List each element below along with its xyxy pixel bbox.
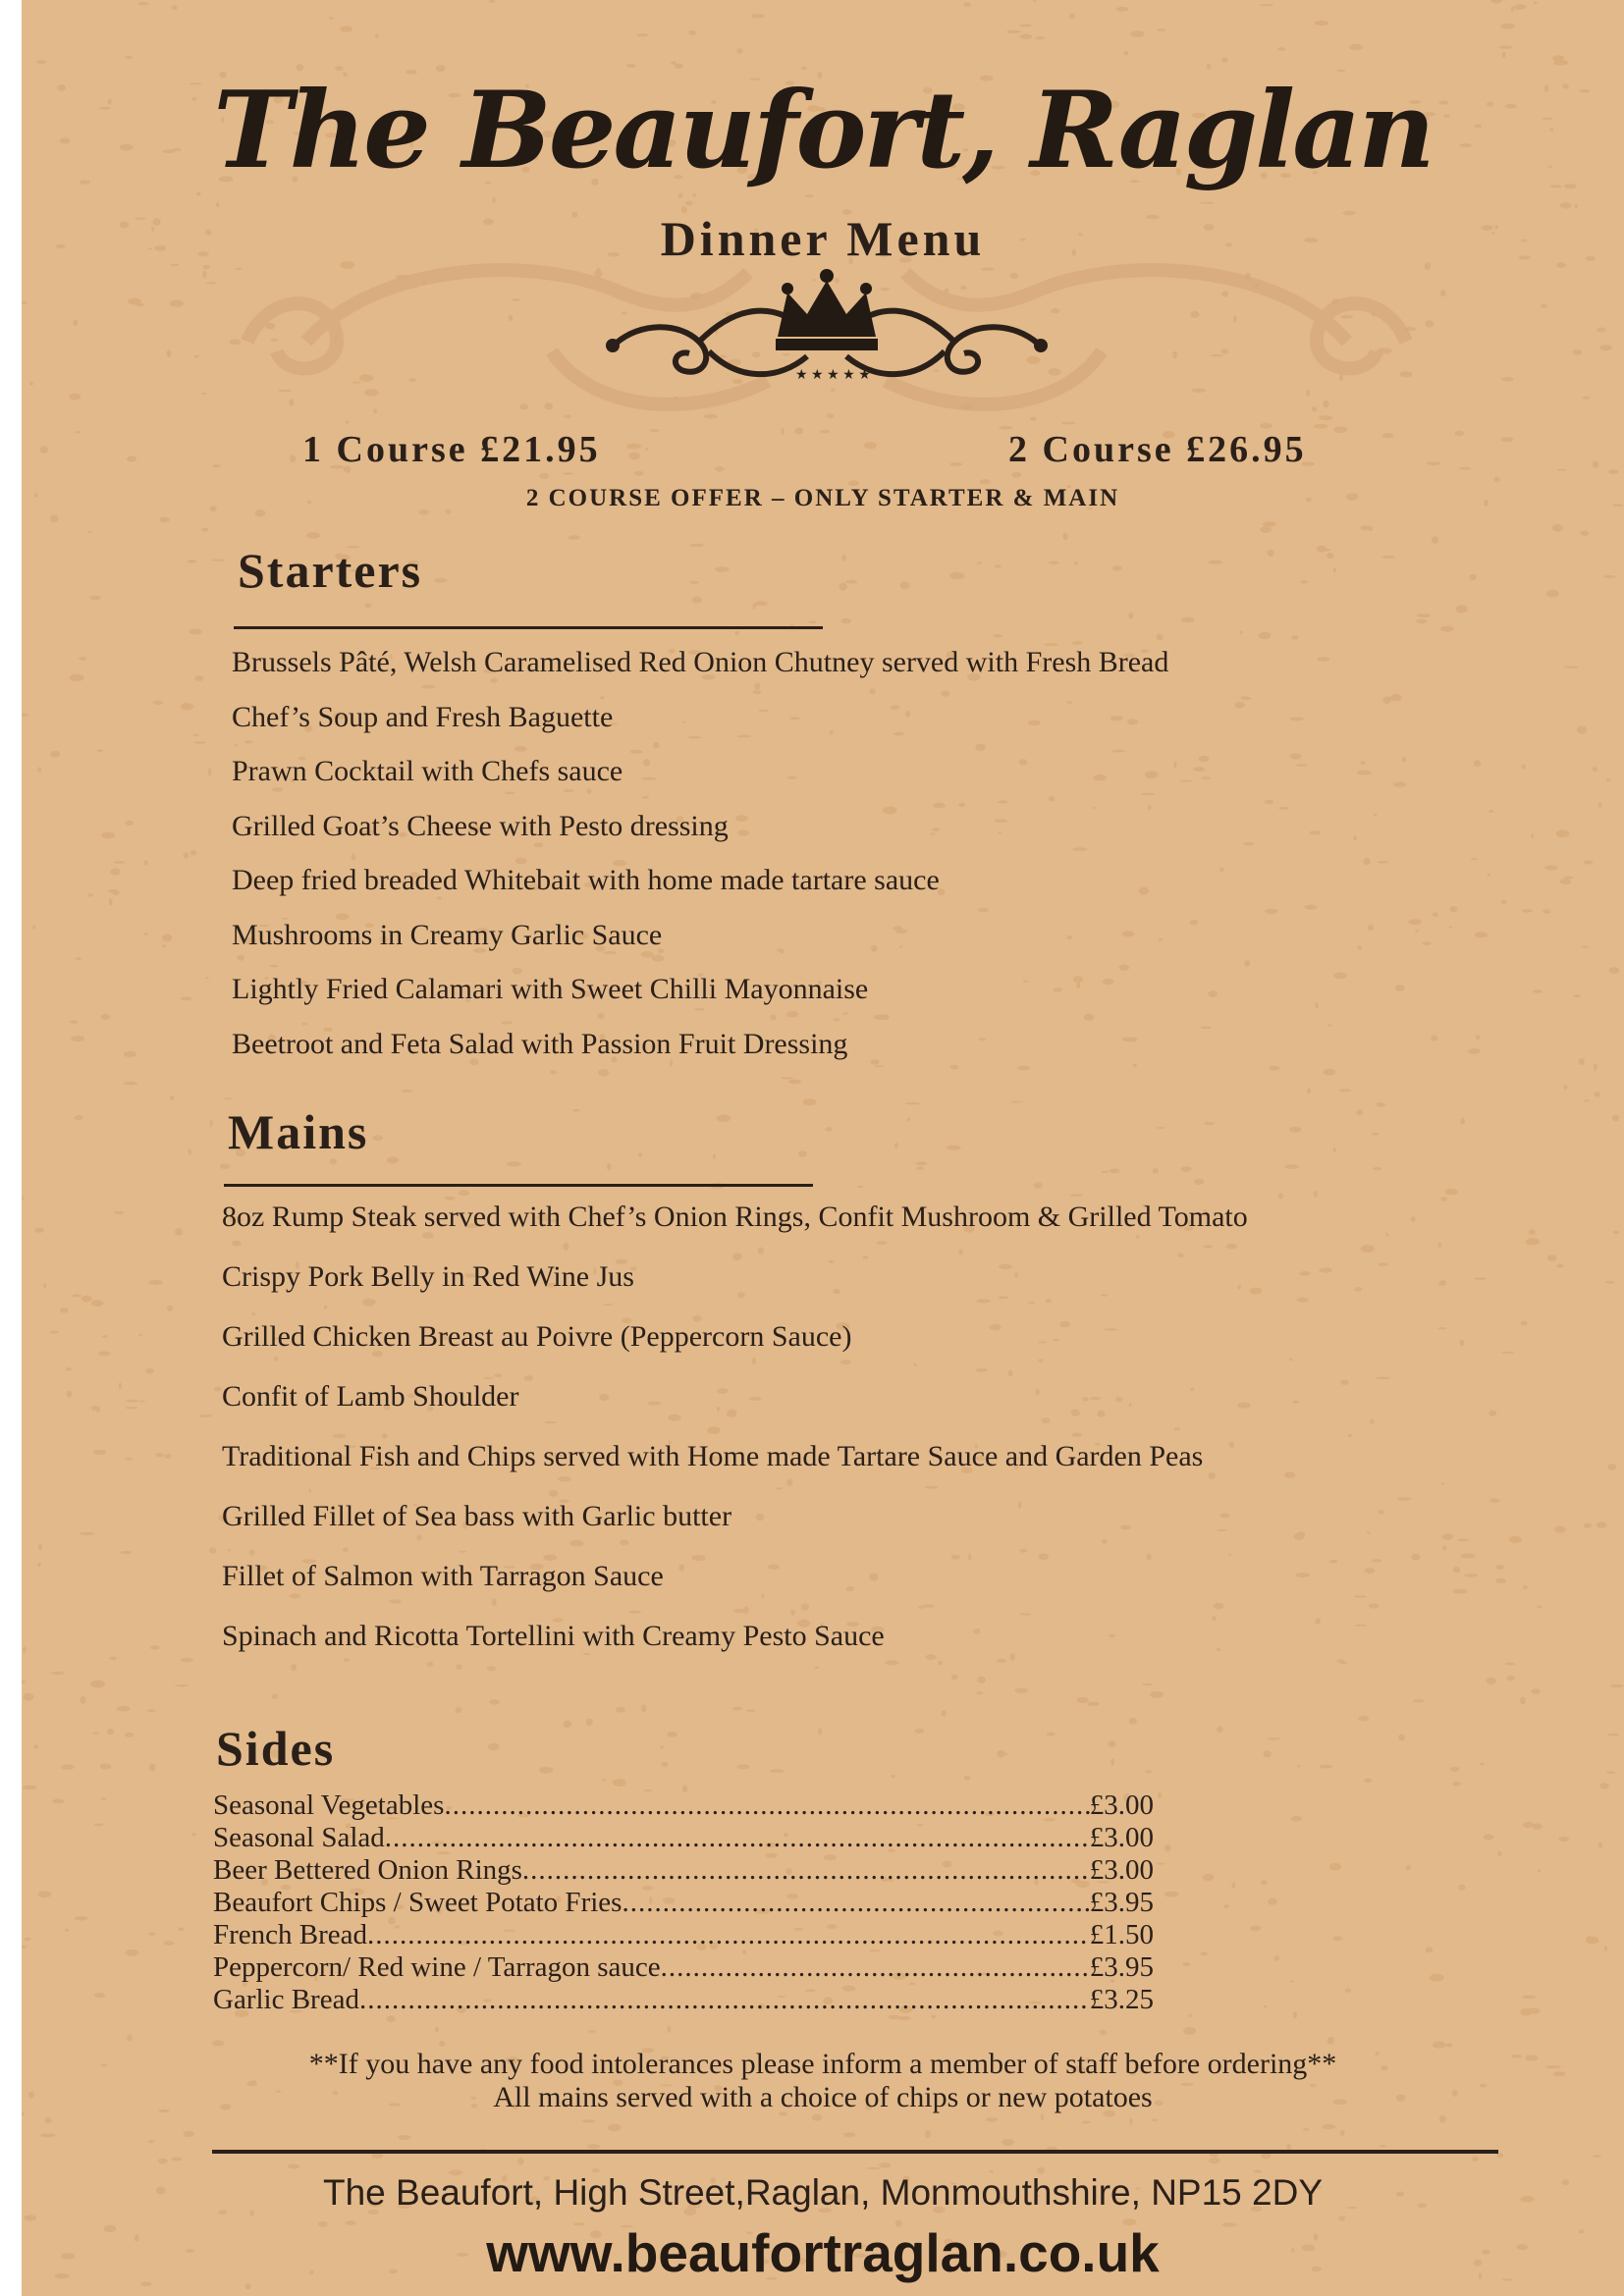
two-course-offer-note: 2 COURSE OFFER – ONLY STARTER & MAIN (525, 485, 1120, 511)
main-item: Spinach and Ricotta Tortellini with Creamy Pesto Sauce (222, 1620, 885, 1652)
side-price: £3.95 (1089, 1951, 1154, 1983)
side-price: £1.50 (1089, 1919, 1154, 1950)
starter-item: Beetroot and Feta Salad with Passion Fruit Dressing (232, 1028, 848, 1060)
mains-served-note: All mains served with a choice of chips or new potatoes (493, 2081, 1153, 2113)
side-price: £3.00 (1089, 1822, 1154, 1853)
side-leader-dots (661, 1951, 1090, 1984)
side-name: Beer Bettered Onion Rings (213, 1854, 522, 1886)
side-name: Peppercorn/ Red wine / Tarragon sauce (213, 1951, 661, 1983)
side-leader-dots (385, 1822, 1090, 1854)
side-name: Seasonal Salad (213, 1822, 385, 1853)
main-item: Fillet of Salmon with Tarragon Sauce (222, 1560, 664, 1592)
menu-subtitle: Dinner Menu (660, 211, 986, 266)
starter-item: Mushrooms in Creamy Garlic Sauce (232, 919, 663, 951)
side-item (213, 1951, 1154, 1984)
starter-item: Deep fried breaded Whitebait with home made tartare sauce (232, 864, 940, 896)
restaurant-address: The Beaufort, High Street,Raglan, Monmouthshire, NP15 2DY (322, 2172, 1324, 2213)
main-item: Grilled Fillet of Sea bass with Garlic butter (222, 1500, 732, 1532)
main-item: Grilled Chicken Breast au Poivre (Peppercorn Sauce) (222, 1320, 852, 1353)
side-item (213, 1919, 1154, 1951)
svg-text:★ ★ ★ ★ ★: ★ ★ ★ ★ ★ (795, 368, 871, 383)
side-item (213, 1789, 1154, 1822)
mains-rule (224, 1184, 813, 1187)
main-item: Traditional Fish and Chips served with Home made Tartare Sauce and Garden Peas (222, 1440, 1204, 1472)
side-item (213, 1984, 1154, 2016)
side-leader-dots (622, 1887, 1089, 1919)
starters-heading: Starters (238, 543, 423, 598)
restaurant-title: The Beaufort, Raglan (213, 69, 1433, 192)
side-price: £3.00 (1089, 1854, 1154, 1886)
sides-heading: Sides (216, 1721, 336, 1776)
starter-item: Lightly Fried Calamari with Sweet Chilli Mayonnaise (232, 973, 869, 1005)
mains-heading: Mains (228, 1104, 369, 1159)
side-price: £3.25 (1089, 1984, 1154, 2015)
one-course-price: 1 Course £21.95 (302, 429, 601, 470)
main-item: Confit of Lamb Shoulder (222, 1380, 519, 1413)
starter-item: Prawn Cocktail with Chefs sauce (232, 755, 623, 787)
side-name: Seasonal Vegetables (213, 1789, 445, 1821)
starter-item: Grilled Goat’s Cheese with Pesto dressing (232, 810, 729, 842)
intolerance-note: **If you have any food intolerances please inform a member of staff before ordering** (308, 2048, 1337, 2080)
starter-item: Brussels Pâté, Welsh Caramelised Red Onion Chutney served with Fresh Bread (232, 646, 1169, 678)
side-leader-dots (444, 1789, 1089, 1822)
website-url: www.beaufortraglan.co.uk (486, 2222, 1160, 2283)
side-item (213, 1887, 1154, 1919)
side-leader-dots (359, 1984, 1090, 2016)
crown-ornament-icon (179, 234, 1475, 430)
side-price: £3.95 (1089, 1887, 1154, 1918)
menu-page (22, 0, 1624, 2296)
starter-item: Chef’s Soup and Fresh Baguette (232, 701, 614, 733)
two-course-price: 2 Course £26.95 (1008, 429, 1307, 470)
main-item: Crispy Pork Belly in Red Wine Jus (222, 1260, 634, 1293)
side-item (213, 1822, 1154, 1854)
side-price: £3.00 (1089, 1789, 1154, 1821)
main-item: 8oz Rump Steak served with Chef’s Onion Rings, Confit Mushroom & Grilled Tomato (222, 1201, 1248, 1233)
side-name: Garlic Bread (213, 1984, 359, 2015)
starters-rule (234, 626, 823, 629)
side-leader-dots (367, 1919, 1090, 1951)
side-item (213, 1854, 1154, 1887)
footer-rule (212, 2150, 1498, 2154)
side-name: French Bread (213, 1919, 368, 1950)
side-name: Beaufort Chips / Sweet Potato Fries (213, 1887, 623, 1918)
side-leader-dots (522, 1854, 1090, 1887)
